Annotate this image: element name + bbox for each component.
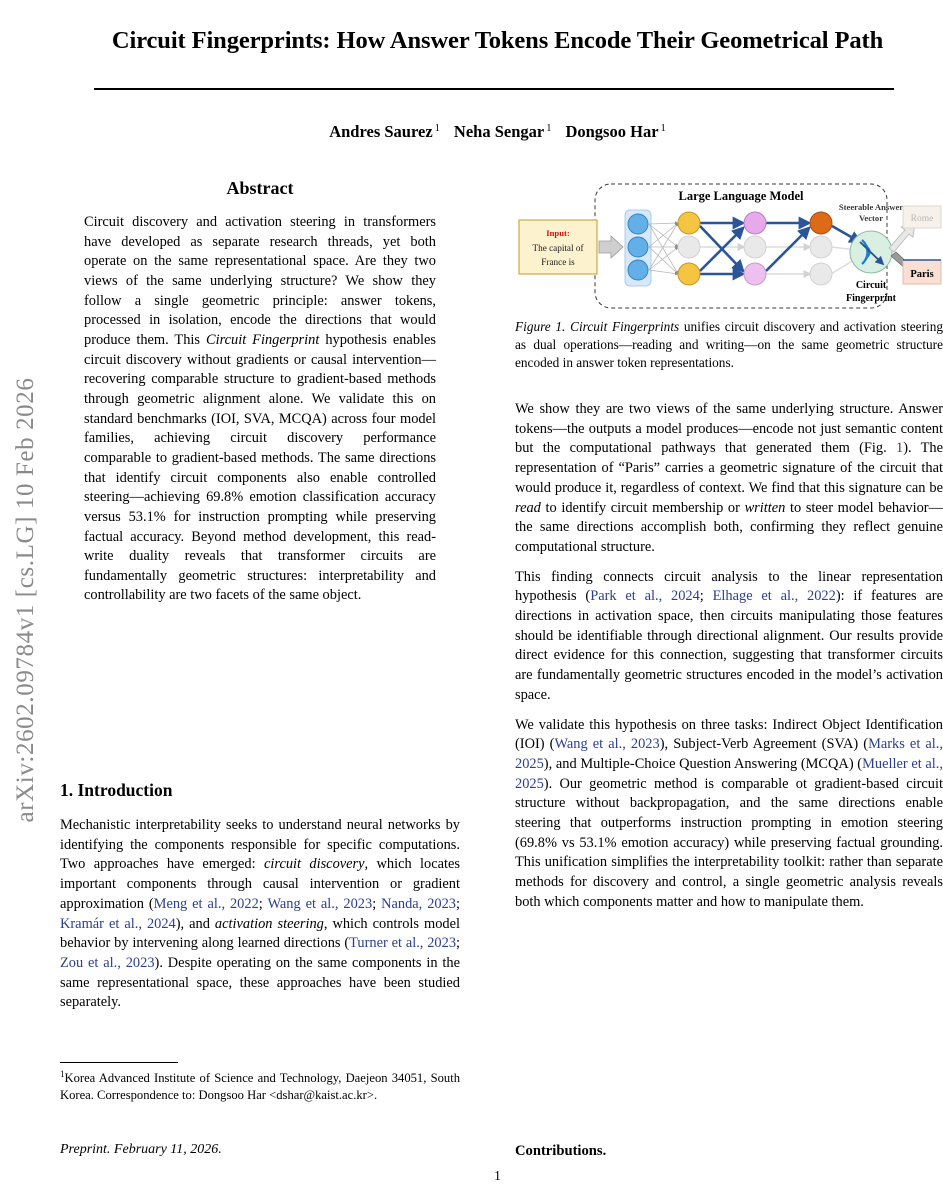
author-list bbox=[60, 122, 935, 142]
left-column bbox=[60, 178, 460, 606]
layer-2-nodes bbox=[744, 212, 766, 285]
figure-1-image bbox=[515, 178, 943, 310]
paper-page bbox=[52, 0, 943, 1200]
footnote-marker: 1 bbox=[60, 1069, 65, 1079]
section-heading-introduction: 1. Introduction bbox=[60, 780, 173, 800]
author-name: Dongsoo Har bbox=[565, 122, 659, 141]
introduction-body bbox=[60, 816, 460, 1013]
author-entry bbox=[454, 122, 552, 141]
footnote-text bbox=[60, 1069, 460, 1104]
title-rule bbox=[94, 88, 894, 90]
layer-3-nodes bbox=[810, 212, 832, 285]
llm-label: Large Language Model bbox=[678, 189, 804, 203]
footnote-affiliation: Korea Advanced Institute of Science and Technology, Daejeon 34051, South Korea. Correspondence to: Dongsoo Har <dshar@kaist.ac.kr>. bbox=[60, 1071, 460, 1102]
contributions-heading: Contributions. bbox=[515, 1143, 607, 1159]
embedding-stack bbox=[625, 210, 651, 286]
layer-1-nodes bbox=[678, 212, 700, 285]
author-name: Neha Sengar bbox=[453, 122, 545, 141]
fingerprint-label-line-2: Fingerprint bbox=[846, 293, 896, 304]
input-text-line-1: The capital of bbox=[532, 243, 584, 253]
body-paragraph: We show they are two views of the same underlying structure. Answer tokens—the outputs a model produces—encode not just semantic content but the computational pathways that generated them (Fig. 1). The representation of “Paris” carries a geometric signature of the circuit that would produce it, regardless of context. We find that this signature can be read to identify circuit membership or written to steer model behavior—the same directions accomplish both, confirming they reflect genuine computational structure. bbox=[515, 401, 943, 555]
embedding-to-layer1-edges bbox=[649, 223, 678, 274]
input-text-line-2: France is bbox=[541, 257, 575, 267]
author-affiliation-marker: 1 bbox=[434, 122, 440, 134]
title-block bbox=[60, 26, 935, 56]
body-paragraph: This finding connects circuit analysis to the linear representation hypothesis (Park et al., 2024; Elhage et al., 2022): if features are directions in activation space, then circuits manipulating those features should be identifiable through directional alignment. Our results provide direct evidence for this connection, suggesting that transformer circuits are fundamentally geometric structures encoded in the model’s activation space. bbox=[515, 568, 943, 703]
footnote-divider bbox=[60, 1062, 178, 1063]
right-column-body bbox=[515, 400, 943, 913]
fingerprint-label-line-1: Circuit bbox=[855, 280, 887, 291]
input-box bbox=[519, 220, 597, 274]
output-box-paris bbox=[903, 260, 941, 284]
abstract-heading: Abstract bbox=[226, 178, 294, 198]
output-box-rome bbox=[903, 206, 941, 228]
abstract-body bbox=[84, 213, 436, 606]
active-circuit-edges bbox=[700, 223, 860, 274]
author-affiliation-marker: 1 bbox=[546, 122, 552, 134]
introduction-heading-wrap bbox=[60, 780, 460, 801]
author-entry bbox=[329, 122, 440, 141]
author-name: Andres Saurez bbox=[329, 122, 433, 141]
output-label-rome: Rome bbox=[910, 214, 934, 224]
output-label-paris: Paris bbox=[910, 269, 934, 280]
introduction-paragraph: Mechanistic interpretability seeks to understand neural networks by identifying the components responsible for specific computations. Two approaches have emerged: circuit discovery, which locates important components through causal intervention or gradient approximation (Meng et al., 2022; Wang et al., 2023; Nanda, 2023; Kramár et al., 2024), and activation steering, which controls model behavior by intervening along learned directions (Turner et al., 2023; Zou et al., 2023). Despite operating on the same components in the same representational space, these approaches have been studied separately. bbox=[60, 817, 461, 1011]
page-title: Circuit Fingerprints: How Answer Tokens Encode Their Geometrical Path bbox=[111, 27, 884, 54]
preprint-notice: Preprint. February 11, 2026. bbox=[60, 1142, 222, 1157]
page-number: 1 bbox=[494, 1168, 501, 1183]
steerable-vector-label-line-2: Vector bbox=[858, 213, 884, 223]
figure-1-caption: Figure 1. Circuit Fingerprints unifies circuit discovery and activation steering as dual operations—reading and writing—on the same geometric structure encoded in answer token representations. bbox=[515, 319, 943, 370]
input-arrow-icon bbox=[599, 236, 623, 258]
abstract-paragraph: Circuit discovery and activation steering in transformers have developed as separate research threads, yet both operate on the same representational space. Are they two views of the same underlying structure? We show they follow a single geometric principle: answer tokens, processed in isolation, encode the directions that would produce them. This Circuit Fingerprint hypothesis enables circuit discovery without gradients or causal intervention—recovering comparable structure to gradient-based methods through geometric alignment alone. We validate this on standard benchmarks (IOI, SVA, MCQA) across four model families, achieving circuit discovery performance comparable to gradient-based methods. The same directions that identify circuit components also enable controlled steering—achieving 69.8% emotion classification accuracy versus 53.1% for instruction prompting while preserving factual accuracy. Beyond method development, this read-write duality reveals that transformer circuits are fundamentally geometric structures: interpretability and controllability are two facets of the same object. bbox=[84, 214, 436, 604]
steerable-vector-label-line-1: Steerable Answer bbox=[838, 202, 904, 212]
author-entry bbox=[565, 122, 665, 141]
input-label: Input: bbox=[546, 228, 570, 238]
arxiv-stamp-text: arXiv:2602.09784v1 [cs.LG] 10 Feb 2026 bbox=[12, 377, 39, 823]
footnote-block bbox=[60, 1062, 460, 1104]
author-affiliation-marker: 1 bbox=[660, 122, 666, 134]
arxiv-stamp bbox=[0, 0, 52, 1200]
body-paragraph: We validate this hypothesis on three tasks: Indirect Object Identification (IOI) (Wang et al., 2023), Subject-Verb Agreement (SVA) (Marks et al., 2025), and Multiple-Choice Question Answering (MCQA) (Mueller et al., 2025). Our geometric method is comparable ot gradient-based circuit structure without backpropagation, and the same directions enable steering that outperforms instruction prompting in emotion steering (69.8% vs 53.1% emotion accuracy) while preserving factual grounding. This unification simplifies the interpretability toolkit: rather than separate methods for discovery and control, a single geometric analysis reveals both which components matter and how to manipulate them. bbox=[515, 716, 943, 910]
circuit-fingerprint-icon bbox=[850, 231, 892, 273]
